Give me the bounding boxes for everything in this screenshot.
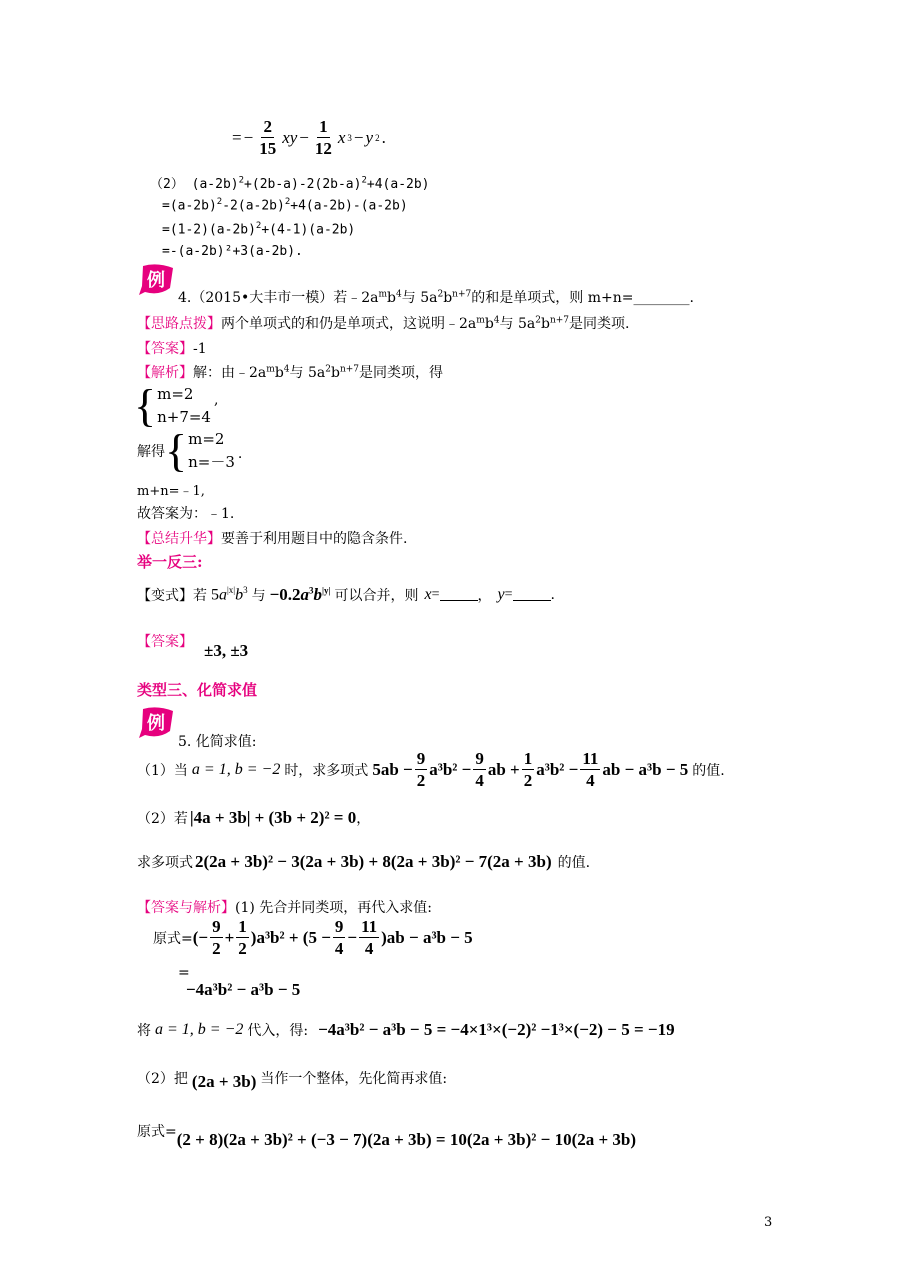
example-badge-icon [137,705,177,741]
section-type3: 类型三、化简求值 [137,681,258,699]
brace: { [134,380,157,431]
example-badge-icon [137,262,177,298]
equals-sign: = [178,965,190,981]
question-2-polynomial: 求多项式 2(2a + 3b)² − 3(2a + 3b) + 8(2a + 3b)² − 7(2a + 3b) 的值. [137,852,591,871]
brace: { [165,425,188,476]
blank [513,590,551,601]
section-juyi: 举一反三: [137,553,203,571]
part2-line-3: $=(1-2)(a-2b)^2+(4-1)(a-2b)$ [162,221,356,238]
simplified-expression: −4a³b² − a³b − 5 [186,980,301,999]
blank [440,590,478,601]
variant-line: 【变式】 若 $5a^{|x|}b^3$ 与 $-0.2a^3b^{|y|}$ 可以合并，则 x = ， y = . [137,585,555,604]
answer2-tag: 【答案】 [137,634,193,650]
fraction: $\frac{2}{15}$ [259,117,277,158]
equation-system-2: 解得 { m=2 n=－3 . [137,425,243,476]
part2-line-4: =-(a-2b)²+3(a-2b). [162,244,303,259]
equation-line-1: = − $\frac{2}{15}$ xy − $\frac{1}{12}$ x 3 − y 2 . [232,117,386,158]
hint-line: 【思路点拨】两个单项式的和仍是单项式，这说明$﹣2a^mb^4$与 $5a^2b^{n+7}$是同类项. [137,315,630,332]
answer-line: 【答案】-1 [137,341,207,357]
part2-line-2: $=(a-2b)^2-2(a-2b)^2+4(a-2b)-(a-2b)$ [162,197,408,214]
svg-text:例: 例 [147,713,165,734]
original-expression-2: 原式= (2 + 8)(2a + 3b)² + (−3 − 7)(2a + 3b) = 10(2a + 3b)² − 10(2a + 3b) [137,1124,637,1149]
part2-line-1: （2） $(a-2b)^2+(2b-a)-2(2b-a)^2+4(a-2b)$ [150,175,430,192]
summary-line: 【总结升华】要善于利用题目中的隐含条件. [137,531,408,547]
solution-header: 【答案与解析】(1) 先合并同类项，再代入求值: [137,900,432,916]
part2-intro: （2）把 (2a + 3b) 当作一个整体，先化简再求值: [137,1071,448,1091]
answer2-value: ±3, ±3 [204,641,249,660]
example-5-title: 5. 化简求值: [178,734,257,750]
question-1: （1）当 a = 1, b = −2 时，求多项式 5ab − $\frac{9}{2}$ a³b² − $\frac{9}{4}$ ab + $\frac{1}{2}$ a³b² − $\frac{11}{4}$ ab − a³b − 5 的值. [137,749,725,790]
analysis-line: 【解析】解：由$﹣2a^mb^4$与 $5a^2b^{n+7}$是同类项，得 [137,364,444,381]
final-answer: 故答案为：﹣1. [137,506,235,522]
example-4: 4.（2015•大丰市一模）若$﹣2a^mb^4$与 $5a^2b^{n+7}$的和是单项式，则 m+n=________. [178,289,694,306]
svg-text:例: 例 [147,270,165,291]
substitution-line: 将 a = 1, b = −2 代入，得: −4a³b² − a³b − 5 = −4×1³×(−2)² −1³×(−2) − 5 = −19 [137,1020,675,1039]
page-number: 3 [764,1215,773,1230]
equation-system-1: { m=2 n+7=4 , [134,380,219,431]
question-2: （2）若 |4a + 3b| + (3b + 2)² = 0 ， [137,808,371,827]
m-plus-n: m+n=﹣1, [137,484,205,499]
fraction: $\frac{1}{12}$ [314,117,332,158]
original-expression-1: 原式= (− $\frac{9}{2}$ + $\frac{1}{2}$ )a³b² + (5 − $\frac{9}{4}$ − $\frac{11}{4}$ )ab − a³b − 5 [153,917,473,958]
